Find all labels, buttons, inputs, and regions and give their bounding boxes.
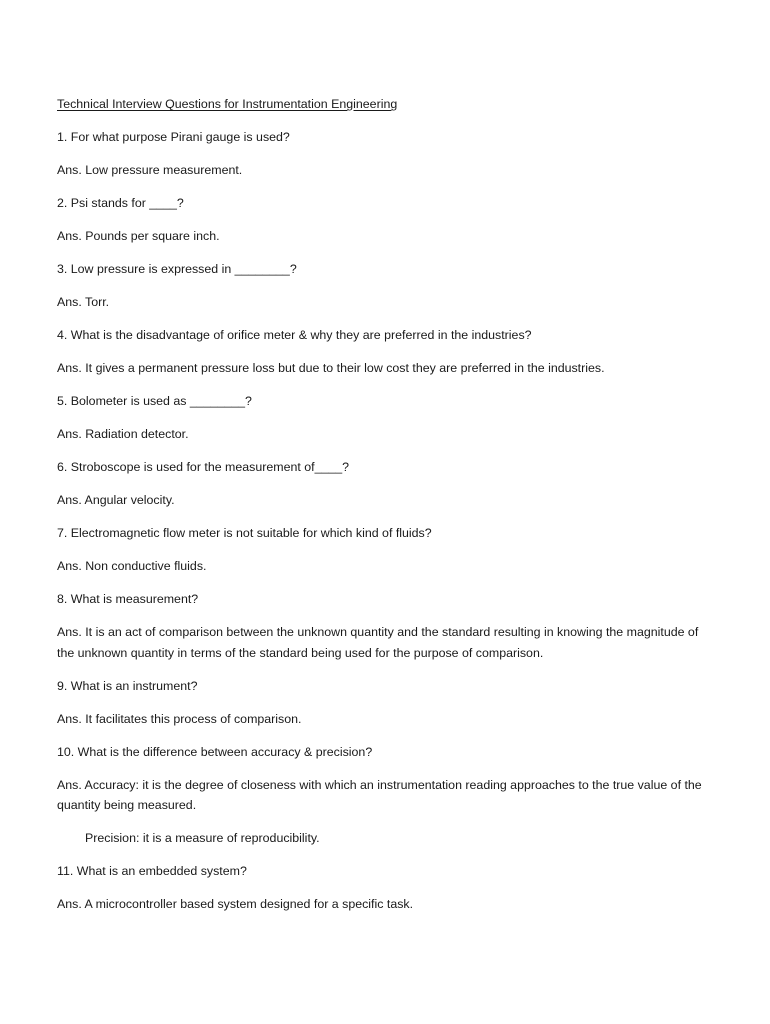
document-body: [57, 94, 717, 927]
answer-8: Ans. It is an act of comparison between the unknown quantity and the standard resulting in knowing the magnitude of the unknown quantity in terms of the standard being used for the purpose of comparison.: [57, 625, 699, 660]
question-2: 2. Psi stands for ____?: [57, 196, 184, 210]
question-6: 6. Stroboscope is used for the measurement of____?: [57, 460, 350, 474]
question-5: 5. Bolometer is used as ________?: [57, 394, 252, 408]
answer-10-accuracy: Ans. Accuracy: it is the degree of closeness with which an instrumentation reading approaches to the true value of the quantity being measured.: [57, 777, 702, 812]
question-9: 9. What is an instrument?: [57, 678, 198, 693]
question-3: 3. Low pressure is expressed in ________?: [57, 262, 297, 276]
question-11: 11. What is an embedded system?: [57, 864, 247, 878]
answer-1: Ans. Low pressure measurement.: [57, 163, 243, 177]
question-10: 10. What is the difference between accuracy & precision?: [57, 744, 373, 759]
answer-2: Ans. Pounds per square inch.: [57, 229, 220, 243]
question-1: 1. For what purpose Pirani gauge is used?: [57, 130, 290, 144]
question-4: 4. What is the disadvantage of orifice meter & why they are preferred in the industries?: [57, 328, 532, 342]
answer-6: Ans. Angular velocity.: [57, 493, 175, 507]
answer-4: Ans. It gives a permanent pressure loss but due to their low cost they are preferred in the industries.: [57, 361, 605, 375]
page-title: Technical Interview Questions for Instrumentation Engineering: [57, 97, 398, 111]
answer-7: Ans. Non conductive fluids.: [57, 559, 207, 573]
answer-3: Ans. Torr.: [57, 295, 110, 309]
question-7: 7. Electromagnetic flow meter is not suitable for which kind of fluids?: [57, 526, 432, 540]
answer-10-precision: Precision: it is a measure of reproducibility.: [85, 831, 320, 845]
question-8: 8. What is measurement?: [57, 592, 199, 606]
answer-5: Ans. Radiation detector.: [57, 427, 189, 441]
answer-11: Ans. A microcontroller based system designed for a specific task.: [57, 897, 414, 911]
answer-9: Ans. It facilitates this process of comparison.: [57, 711, 302, 726]
